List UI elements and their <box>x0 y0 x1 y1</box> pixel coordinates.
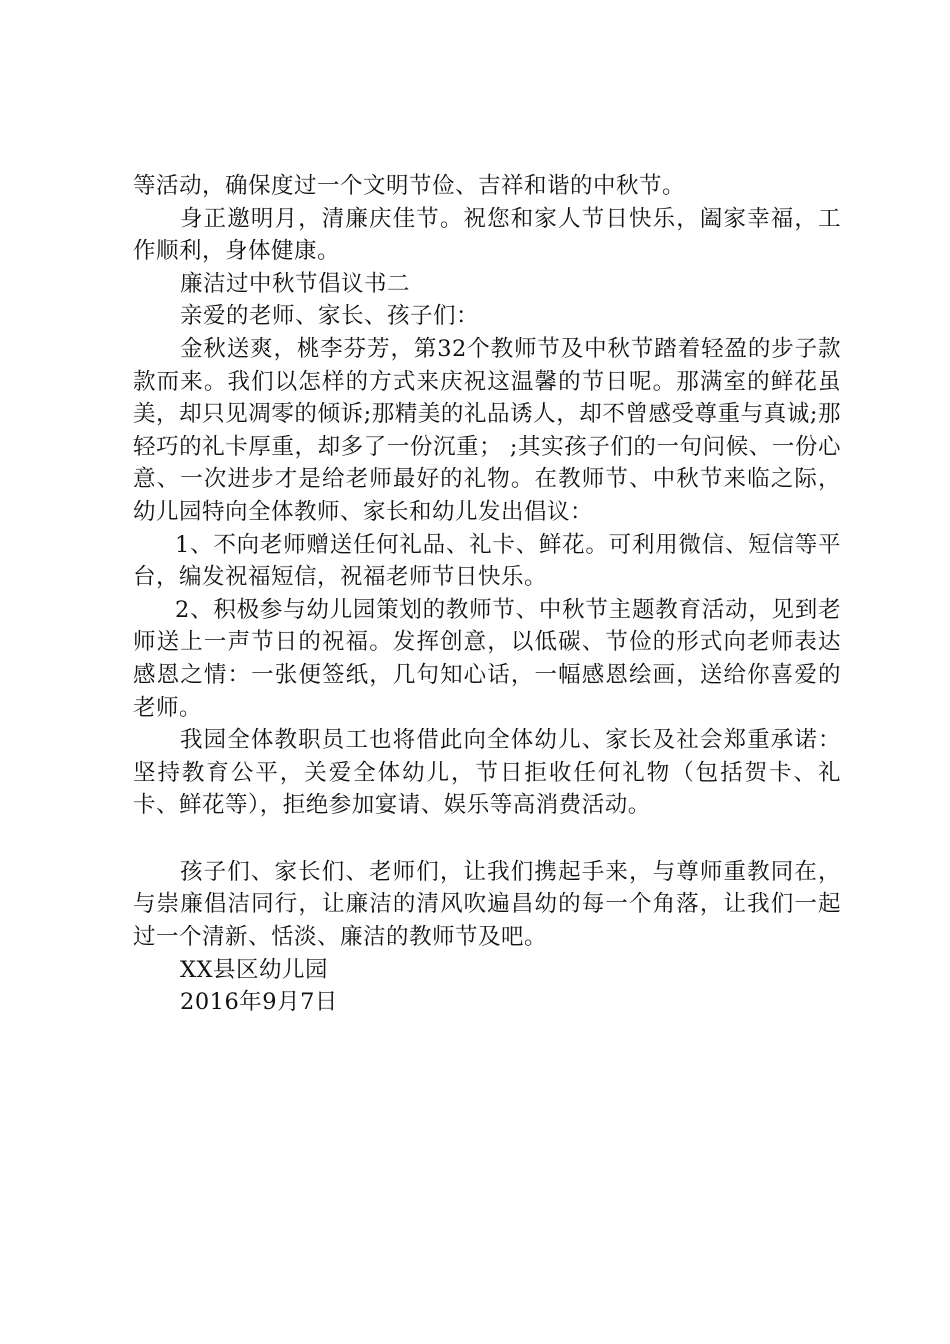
paragraph-intro: 金秋送爽，桃李芬芳，第32个教师节及中秋节踏着轻盈的步子款款而来。我们以怎样的方式来庆祝这温馨的节日呢。那满室的鲜花虽美，却只见凋零的倾诉;那精美的礼品诱人，却不曾感受尊重与真诚;那轻巧的礼卡厚重，却多了一份沉重； ;其实孩子们的一句问候、一份心意、一次进步才是给老师最好的礼物。在教师节、中秋节来临之际，幼儿园特向全体教师、家长和幼儿发出倡议： <box>133 335 841 525</box>
blank-line <box>133 822 841 856</box>
paragraph-closing: 孩子们、家长们、老师们，让我们携起手来，与尊师重教同在，与崇廉倡洁同行，让廉洁的清风吹遍昌幼的每一个角落，让我们一起过一个清新、恬淡、廉洁的教师节及吧。 <box>133 858 841 951</box>
section-title: 廉洁过中秋节倡议书二 <box>180 270 411 297</box>
proposal-item-2: 2、积极参与幼儿园策划的教师节、中秋节主题教育活动，见到老师送上一声节日的祝福。发挥创意，以低碳、节俭的形式向老师表达感恩之情：一张便签纸，几句知心话，一幅感恩绘画，送给你喜爱的老师。 <box>133 596 841 721</box>
signature-date: 2016年9月7日 <box>180 989 338 1016</box>
proposal-item-1: 1、不向老师赠送任何礼品、礼卡、鲜花。可利用微信、短信等平台，编发祝福短信，祝福老师节日快乐。 <box>133 531 841 591</box>
salutation: 亲爱的老师、家长、孩子们： <box>180 303 480 330</box>
signature-organization: XX县区幼儿园 <box>180 956 329 983</box>
paragraph-commitment: 我园全体教职员工也将借此向全体幼儿、家长及社会郑重承诺：坚持教育公平，关爱全体幼儿，节日拒收任何礼物（包括贺卡、礼卡、鲜花等），拒绝参加宴请、娱乐等高消费活动。 <box>133 727 841 819</box>
document-body <box>133 170 841 1019</box>
paragraph-continuation: 等活动，确保度过一个文明节俭、吉祥和谐的中秋节。 <box>133 173 686 199</box>
paragraph-greeting: 身正邀明月，清廉庆佳节。祝您和家人节日快乐，阖家幸福，工作顺利，身体健康。 <box>133 205 841 265</box>
